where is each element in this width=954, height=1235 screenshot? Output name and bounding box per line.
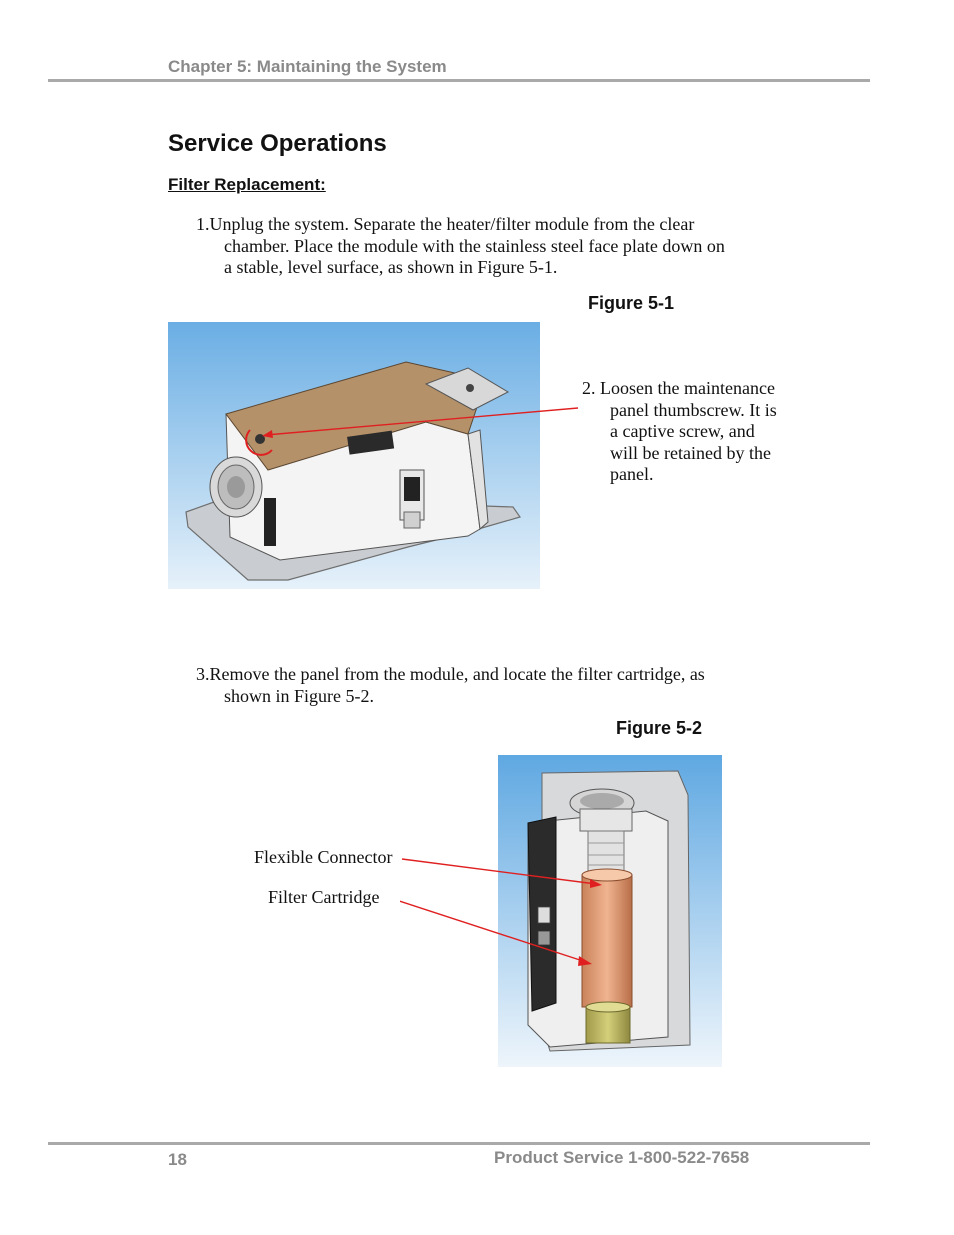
step-line: Remove the panel from the module, and locate the filter cartridge, as bbox=[209, 664, 705, 684]
figure-5-1-label: Figure 5-1 bbox=[588, 293, 675, 313]
step-line: shown in Figure 5-2. bbox=[224, 685, 374, 706]
step-line: panel. bbox=[610, 464, 654, 484]
step-line: a captive screw, and bbox=[610, 421, 755, 441]
chapter-header: Chapter 5: Maintaining the System bbox=[168, 57, 447, 76]
step-number: 3. bbox=[196, 664, 210, 684]
section-title: Service Operations bbox=[168, 130, 387, 157]
header-rule bbox=[48, 79, 870, 82]
step-line: panel thumbscrew. It is bbox=[610, 399, 777, 420]
figure-5-1-image bbox=[168, 322, 540, 589]
product-service-phone: Product Service 1-800-522-7658 bbox=[494, 1148, 750, 1167]
step-line: will be retained by the bbox=[610, 442, 771, 463]
step-number: 1. bbox=[196, 214, 210, 234]
callout-arrow bbox=[260, 400, 580, 440]
step-2 bbox=[582, 378, 777, 486]
step-3 bbox=[196, 664, 705, 707]
figure-5-2-label: Figure 5-2 bbox=[616, 718, 703, 738]
page-number: 18 bbox=[168, 1150, 187, 1169]
footer-rule bbox=[48, 1142, 870, 1145]
step-number: 2. bbox=[582, 378, 596, 398]
callout-arrows bbox=[400, 850, 610, 970]
filter-cartridge-label: Filter Cartridge bbox=[268, 887, 380, 907]
step-line: Loosen the maintenance bbox=[600, 378, 775, 398]
step-line: chamber. Place the module with the stainless steel face plate down on bbox=[224, 235, 725, 256]
step-1 bbox=[196, 214, 725, 279]
step-line: a stable, level surface, as shown in Figure 5-1. bbox=[224, 257, 558, 277]
section-subtitle: Filter Replacement: bbox=[168, 175, 326, 194]
step-line: Unplug the system. Separate the heater/filter module from the clear bbox=[209, 214, 695, 234]
flexible-connector-label: Flexible Connector bbox=[254, 847, 393, 867]
